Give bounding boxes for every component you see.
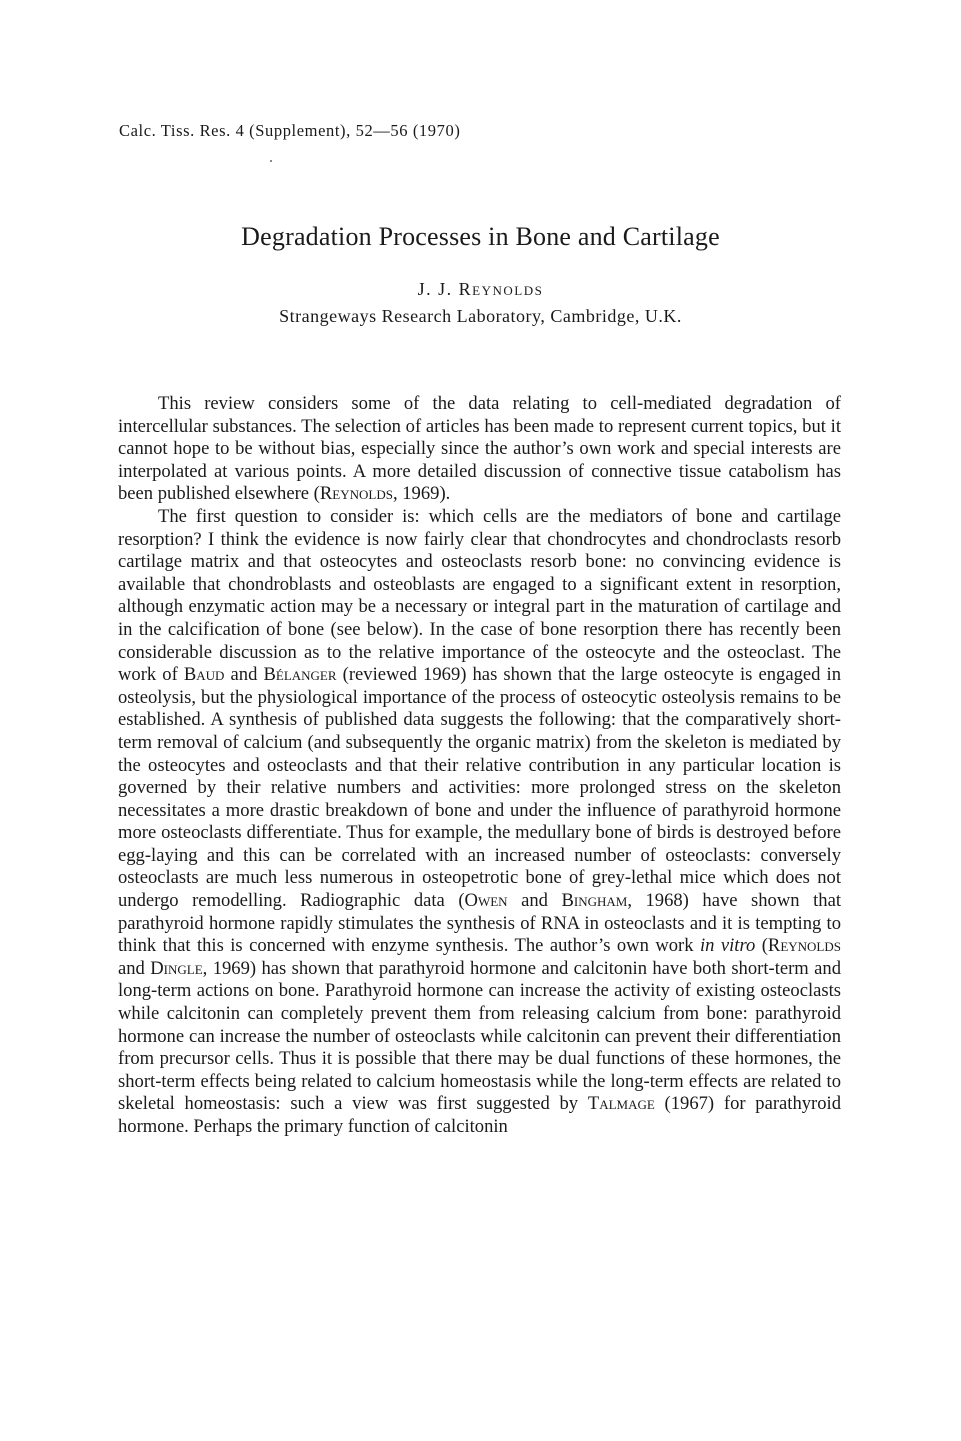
author-name: Dingle — [150, 957, 203, 979]
text-run: The first question to consider is: which cells are the mediators of bone and cartilage resorption? I think the evidence is now fairly clear that chondrocytes and chondroclasts resorb cartilage matrix and that osteocytes and osteoclasts resorb bone: no convincing evidence is available that chondroblasts and osteoblasts are engaged to a significant extent in resorption, although enzymatic action may be a necessary or integral part in the maturation of cartilage and in the calcification of bone (see below). In the case of bone resorption there has recently been considerable discussion as to the relative importance of the osteocyte and the osteoclast. The work of — [118, 505, 841, 686]
italic-term: in vitro — [699, 935, 756, 957]
text-run: and — [118, 957, 151, 979]
author-name: Baud — [183, 664, 225, 686]
author-name: Talmage — [587, 1093, 655, 1115]
text-run: (reviewed 1969) has shown that the large osteocyte is engaged in osteolysis, but the physiological importance of the process of osteocytic osteolysis remains to be established. A synthesis of published data suggests the following: that the comparatively short-term removal of calcium (and subsequently the organic matrix) from the skeleton is mediated by the osteocytes and osteoclasts and that their relative contribution in any particular location is governed by their relative numbers and activities: more prolonged stress on the skeleton necessitates a more drastic breakdown of bone and under the influence of parathyroid hormone more osteoclasts differentiate. Thus for example, the medullary bone of birds is destroyed before egg-laying and this can be correlated with an increased number of osteoclasts: conversely osteoclasts are much less numerous in osteopetrotic bone of grey-lethal mice which does not undergo remodelling. Radiographic data ( — [118, 664, 841, 912]
text-run: , 1968) have shown that parathyroid hormone rapidly stimulates the synthesis of RNA in osteoclasts and it is tempting to think that this is concerned with enzyme synthesis. The author’s own work — [118, 890, 841, 957]
author-surname: Reynolds — [458, 279, 544, 299]
text-run: ( — [755, 935, 768, 957]
text-run: , 1969). — [392, 483, 451, 505]
article-body — [118, 393, 841, 1139]
author-initials: J. J. — [417, 279, 459, 299]
text-run: (1967) for parathyroid hormone. Perhaps the primary function of calcitonin — [118, 1093, 842, 1137]
text-run: and — [224, 664, 264, 686]
text-run: This review considers some of the data relating to cell-mediated degradation of intercellular substances. The selection of articles has been made to represent current topics, but it cannot hope to be without bias, especially since the author’s own work and special interests are interpolated at various points. A more detailed discussion of connective tissue catabolism has been published elsewhere ( — [118, 393, 841, 505]
author-name: Reynolds — [767, 935, 841, 957]
text-run: and — [507, 890, 562, 912]
author-name: Owen — [464, 890, 508, 912]
author-affiliation: Strangeways Research Laboratory, Cambridge, U.K. — [279, 306, 682, 326]
author-name: Bingham — [561, 890, 628, 912]
author-line — [0, 279, 961, 300]
author-name: Bélanger — [263, 664, 337, 686]
speck — [270, 160, 272, 162]
text-run: , 1969) has shown that parathyroid hormone and calcitonin have both short-term and long-term actions on bone. Parathyroid hormone can increase the activity of existing osteoclasts while calcitonin can completely prevent them from releasing calcium from bone: parathyroid hormone can increase the number of osteoclasts while calcitonin can prevent their differentiation from precursor cells. Thus it is possible that there may be dual functions of these hormones, the short-term effects being related to calcium homeostasis while the long-term effects are related to skeletal homeostasis: such a view was first suggested by — [118, 957, 842, 1115]
article-title: Degradation Processes in Bone and Cartilage — [241, 222, 720, 251]
paragraph-1 — [118, 393, 841, 506]
journal-citation: Calc. Tiss. Res. 4 (Supplement), 52—56 (1970) — [119, 121, 461, 140]
paragraph-2 — [118, 506, 841, 1139]
author-name: Reynolds — [319, 483, 393, 505]
